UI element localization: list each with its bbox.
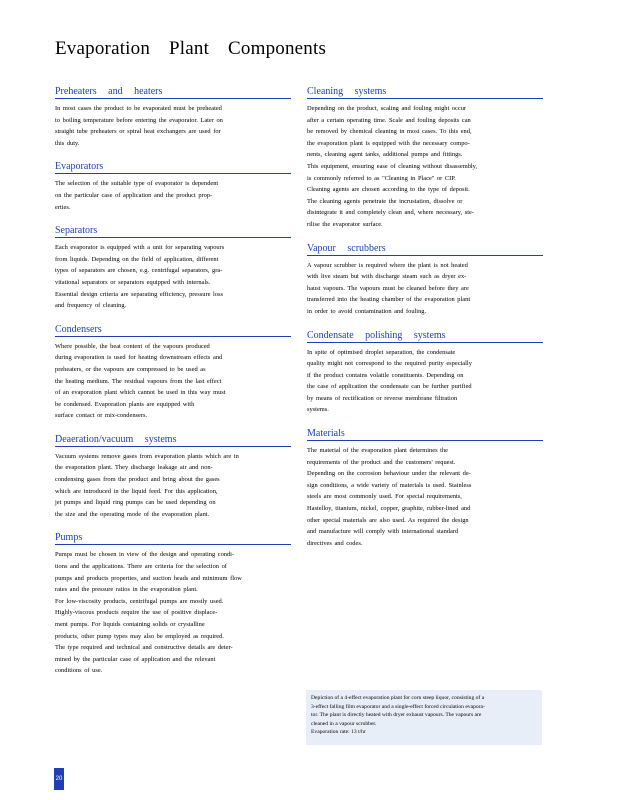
section-title: Vapour scrubbers — [307, 243, 543, 256]
text-line: Pumps must be chosen in view of the design and operating condi- — [55, 551, 235, 559]
text-line: tions and the applications. There are criteria for the selection of — [55, 563, 227, 571]
text-line: Where possible, the heat content of the vapours produced — [55, 342, 210, 350]
caption-line: cleaned in a vapour scrubber. — [311, 720, 377, 727]
text-line: Cleaning agents are chosen according to the type of deposit. — [307, 186, 470, 194]
text-line: rilise the evaporator surface. — [307, 220, 383, 228]
text-line: In spite of optimised droplet separation, the condensate — [307, 348, 456, 356]
text-line: erties. — [55, 203, 71, 211]
text-line: other special materials are also used. As required the design — [307, 516, 469, 524]
text-line: by means of rectification or reverse membrane filtration — [307, 394, 458, 402]
text-line: vitational separators or separators equipped with internals. — [55, 278, 211, 286]
section-body — [55, 549, 291, 677]
text-line: the evaporation plant is equipped with the necessary compo- — [307, 139, 470, 147]
page-title: Evaporation Plant Components — [55, 38, 327, 59]
section-preheaters — [55, 86, 291, 149]
text-line: mined by the particular case of application and the relevant — [55, 655, 216, 663]
text-line: This equipment, ensuring ease of cleaning without disassembly, — [307, 162, 478, 170]
section-title: Condensers — [55, 324, 291, 337]
section-body — [55, 242, 291, 312]
caption-line: 3-effect falling film evaporator and a single-effect forced circulation evapora- — [311, 703, 485, 710]
caption-line: Evaporation rate: 13 t/hr — [311, 729, 366, 736]
section-separators — [55, 225, 291, 312]
text-line: Depending on the product, scaling and fouling might occur — [307, 105, 467, 112]
text-line: Essential design criteria are separating efficiency, pressure loss — [55, 290, 223, 298]
text-line: and frequency of cleaning. — [55, 302, 127, 310]
section-body — [307, 103, 543, 231]
image-caption-box — [306, 690, 542, 745]
section-title: Preheaters and heaters — [55, 86, 291, 99]
section-title: Evaporators — [55, 161, 291, 174]
text-line: nents, cleaning agent tanks, additional pumps and fittings. — [307, 151, 463, 159]
section-evaporators — [55, 161, 291, 213]
text-line: be removed by chemical cleaning in most cases. To this end, — [307, 128, 472, 136]
text-line: transferred into the heating chamber of the evaporation plant — [307, 296, 471, 304]
text-line: The cleaning agents penetrate the incrustation, dissolve or — [307, 197, 463, 205]
text-line: products, other pump types may also be employed as required. — [55, 632, 224, 640]
text-line: the case of application the condensate can be further purified — [307, 383, 472, 391]
text-line: rates and the pressure ratios in the evaporation plant. — [55, 586, 198, 594]
text-line: directives and codes. — [307, 539, 363, 547]
section-vapour-scrubbers — [307, 243, 543, 318]
section-condensers — [55, 324, 291, 422]
section-body — [55, 451, 291, 521]
text-line: condensing gases from the product and bring about the gases — [55, 476, 220, 484]
section-title: Condensate polishing systems — [307, 330, 543, 343]
text-line: Vacuum systems remove gases from evaporation plants which are in — [55, 452, 239, 460]
section-pumps — [55, 532, 291, 677]
section-title: Separators — [55, 225, 291, 238]
text-line: if the product contains volatile constituents. Depending on — [307, 371, 464, 379]
text-line: The type required and technical and constructive details are deter- — [55, 644, 233, 652]
section-body — [55, 178, 291, 213]
text-line: steels are most commonly used. For special requirements, — [307, 493, 462, 501]
text-line: jet pumps and liquid ring pumps can be used depending on — [55, 499, 216, 507]
text-line: the size and the operating mode of the evaporation plant. — [55, 510, 210, 518]
text-line: on the particular case of application and the product prop- — [55, 191, 213, 199]
text-line: disintegrate it and completely clean and, where necessary, ste- — [307, 209, 474, 217]
text-line: requirements of the product and the customers' request. — [307, 458, 456, 466]
text-line: surface contact or mix-condensers. — [55, 412, 148, 420]
text-line: quality might not correspond to the required purity especially — [307, 360, 472, 368]
page-number: 20 — [54, 768, 64, 790]
text-line: preheaters, or the vapours are compressed to be used as — [55, 365, 206, 373]
section-body — [307, 260, 543, 318]
text-line: to boiling temperature before entering the evaporator. Later on — [55, 116, 223, 124]
text-line: and manufacture will comply with international standard — [307, 528, 459, 536]
text-line: types of separators are chosen, e.g. centrifugal separators, gra- — [55, 267, 223, 275]
text-line: sign conditions, a wide variety of materials is used. Stainless — [307, 481, 472, 489]
section-deaeration — [55, 434, 291, 521]
text-line: In most cases the product to be evaporated must be preheated — [55, 105, 222, 112]
text-line: Highly-viscous products require the use of positive displace- — [55, 609, 218, 617]
section-title: Pumps — [55, 532, 291, 545]
section-condensate-polishing — [307, 330, 543, 417]
text-line: Depending on the corrosion behaviour under the relevant de- — [307, 470, 471, 478]
section-cleaning — [307, 86, 543, 231]
text-line: the evaporation plant. They discharge leakage air and non- — [55, 464, 213, 472]
text-line: be condensed. Evaporation plants are equipped with — [55, 400, 195, 408]
text-line: this duty. — [55, 139, 80, 147]
text-line: conditions of use. — [55, 667, 103, 675]
text-line: Hastelloy, titanium, nickel, copper, graphite, rubber-lined and — [307, 505, 471, 513]
section-body — [307, 445, 543, 549]
caption-line: tor. The plant is directly heated with dryer exhaust vapours. The vapours are — [311, 712, 482, 719]
section-body — [55, 341, 291, 422]
section-materials — [307, 428, 543, 549]
text-line: which are introduced in the liquid feed. For this application, — [55, 487, 218, 495]
text-line: For low-viscosity products, centrifugal pumps are mostly used. — [55, 597, 224, 605]
text-line: with live steam but with discharge steam such as dryer ex- — [307, 273, 467, 281]
text-line: during evaporation is used for heating downstream effects and — [55, 354, 223, 362]
section-title: Cleaning systems — [307, 86, 543, 99]
caption-line: Depiction of a 4-effect evaporation plant for corn steep liquor, consisting of a — [311, 695, 485, 701]
text-line: The material of the evaporation plant determines the — [307, 447, 448, 455]
text-line: systems. — [307, 406, 329, 414]
text-line: A vapour scrubber is required where the plant is not heated — [307, 261, 468, 269]
right-column — [307, 86, 543, 561]
left-column — [55, 86, 291, 689]
section-title: Materials — [307, 428, 543, 441]
text-line: The selection of the suitable type of evaporator is dependent — [55, 180, 219, 188]
section-body — [307, 347, 543, 417]
text-line: after a certain operating time. Scale and fouling deposits can — [307, 116, 471, 124]
section-title: Deaeration/vacuum systems — [55, 434, 291, 447]
text-line: haust vapours. The vapours must be cleaned before they are — [307, 284, 469, 292]
text-line: straight tube preheaters or spiral heat exchangers are used for — [55, 128, 221, 136]
section-body — [55, 103, 291, 149]
text-line: ment pumps. For liquids containing solids or crystalline — [55, 621, 205, 628]
text-line: in order to avoid contamination and fouling. — [307, 307, 427, 315]
text-line: from liquids. Depending on the field of application, different — [55, 255, 219, 263]
text-line: of an evaporation plant which cannot be used in this way must — [55, 389, 226, 397]
text-line: Each evaporator is equipped with a unit for separating vapours — [55, 244, 225, 252]
text-line: pumps and products properties, and suction heads and minimum flow — [55, 574, 242, 582]
text-line: is commonly referred to as "Cleaning in Place" or CIP. — [307, 174, 456, 182]
text-line: the heating medium. The residual vapours from the last effect — [55, 377, 222, 385]
